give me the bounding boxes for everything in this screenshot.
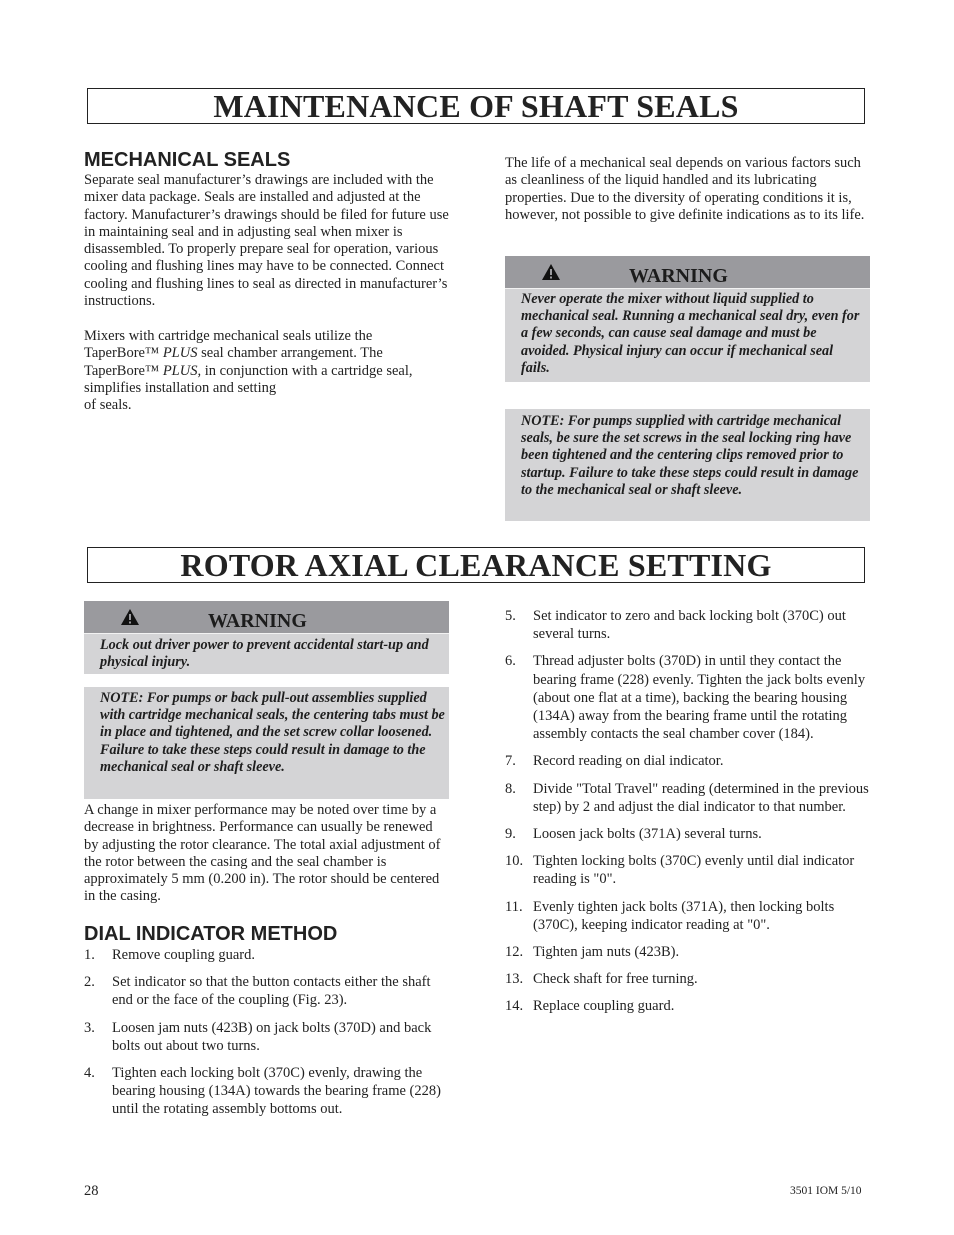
step-text: Divide "Total Travel" reading (determined in the previous step) by 2 and adjust the dial indicator to that number. (533, 780, 869, 815)
step-number: 8. (505, 780, 516, 797)
step-item (505, 607, 875, 643)
steps-list-right (505, 607, 875, 1025)
mechanical-seals-heading: MECHANICAL SEALS (84, 149, 291, 171)
step-item (505, 852, 875, 888)
step-text: Tighten jam nuts (423B). (533, 944, 680, 961)
step-text: Loosen jam nuts (423B) on jack bolts (370D) and back bolts out about two turns. (112, 1019, 432, 1054)
step-text: Check shaft for free turning. (533, 971, 698, 988)
step-text: Set indicator so that the button contacts either the shaft end or the face of the coupling (Fig. 23). (112, 974, 431, 1009)
text-run: in conjunction with a cartridge seal, simplifies installation and setting (84, 362, 413, 396)
note-box (84, 687, 449, 799)
step-number: 14. (505, 998, 524, 1015)
step-item (505, 652, 875, 743)
step-text: Tighten locking bolts (370C) evenly until dial indicator reading is "0". (533, 853, 855, 888)
step-item (505, 970, 875, 988)
section-title: ROTOR AXIAL CLEARANCE SETTING (180, 546, 772, 583)
plus-italic: PLUS, (162, 362, 202, 379)
step-text: Replace coupling guard. (533, 998, 675, 1015)
step-text: Evenly tighten jack bolts (371A), then locking bolts (370C), keeping indicator reading at "0". (533, 898, 835, 933)
note-box (505, 409, 870, 521)
plus-italic: PLUS (162, 345, 198, 362)
step-text: Set indicator to zero and back locking bolt (370C) out several turns. (533, 608, 846, 643)
step-number: 5. (505, 608, 516, 624)
warning-title: WARNING (629, 265, 728, 287)
text-run: seal chamber arrangement. The TaperBore™ (84, 345, 383, 379)
taperbore-paragraph (84, 328, 449, 414)
mechanical-seals-paragraph: Separate seal manufacturer’s drawings are included with the mixer data package. Seals are installed and adjusted at the factory. Manufacturer’s drawings should be filed for future use in maintaining seal and in adjusting seal when mixer is disassembled. To properly prepare seal for operation, various cooling and flushing lines may have to be connected. Connect cooling and flushing lines to seal as directed in manufacturer’s instructions. (84, 172, 449, 310)
step-number: 2. (84, 974, 95, 991)
warning-box (84, 601, 449, 674)
note-text: NOTE: For pumps or back pull-out assemblies supplied with cartridge mechanical seals, the centering tabs must be in place and tightened, and the set screw collar loosened. Failure to take these steps could result in damage to the mechanical seal or shaft sleeve. (100, 690, 445, 775)
step-item (505, 752, 875, 770)
step-item (84, 1019, 449, 1055)
warning-box (505, 256, 870, 382)
dial-indicator-heading: DIAL INDICATOR METHOD (84, 923, 338, 945)
note-text: NOTE: For pumps supplied with cartridge mechanical seals, be sure the set screws in the seal locking ring have been tightened and the centering clips removed prior to startup. Failure to take these steps could result in damage to the mechanical seal or shaft sleeve. (521, 413, 859, 498)
step-number: 7. (505, 753, 516, 770)
step-number: 6. (505, 653, 516, 670)
section-title-box (87, 547, 865, 583)
step-number: 9. (505, 826, 516, 843)
step-text: Tighten each locking bolt (370C) evenly, drawing the bearing housing (134A) towards the bearing frame (228) until the rotating assembly bottoms out. (112, 1065, 441, 1118)
warning-triangle-icon (120, 608, 140, 626)
step-number: 11. (505, 898, 523, 915)
step-number: 10. (505, 853, 524, 870)
section-title-box (87, 88, 865, 124)
step-item (505, 997, 875, 1015)
warning-text: Lock out driver power to prevent accidental start-up and physical injury. (100, 637, 429, 671)
step-text: Record reading on dial indicator. (533, 753, 724, 770)
step-item (505, 898, 875, 934)
page-number: 28 (84, 1183, 99, 1199)
step-text: Loosen jack bolts (371A) several turns. (533, 826, 762, 843)
step-number: 4. (84, 1065, 95, 1082)
seal-life-paragraph: The life of a mechanical seal depends on various factors such as cleanliness of the liquid handled and its lubricating properties. Due to the diversity of operating conditions it is, however, not possible to give definite indications as to its life. (505, 155, 865, 223)
step-item (84, 973, 449, 1009)
step-item (505, 825, 875, 843)
warning-header (84, 601, 449, 634)
warning-title: WARNING (208, 610, 307, 632)
text-run: of seals. (84, 397, 132, 414)
document-code: 3501 IOM 5/10 (790, 1185, 862, 1197)
steps-list-left (84, 946, 449, 1128)
warning-header (505, 256, 870, 289)
section-title: MAINTENANCE OF SHAFT SEALS (213, 87, 739, 124)
text-run: Mixers with cartridge mechanical seals utilize the TaperBore™ (84, 328, 373, 362)
step-text: Thread adjuster bolts (370D) in until they contact the bearing frame (228) evenly. Tighten the jack bolts evenly (about one flat at a time), backing the bearing housing (134A) away from the bearing frame until the rotating assembly contacts the seal chamber cover (184). (533, 653, 866, 743)
warning-triangle-icon (541, 263, 561, 281)
rotor-intro-paragraph: A change in mixer performance may be noted over time by a decrease in brightness. Performance can usually be renewed by adjusting the rotor clearance. The total axial adjustment of the rotor between the casing and the seal chamber is approximately 5 mm (0.200 in). The rotor should be centered in the casing. (84, 802, 441, 905)
step-number: 13. (505, 971, 524, 988)
step-number: 12. (505, 944, 524, 961)
step-item (84, 946, 449, 964)
warning-text: Never operate the mixer without liquid supplied to mechanical seal. Running a mechanical seal dry, even for a few seconds, can cause seal damage and must be avoided. Physical injury can occur if mechanical seal fails. (521, 291, 860, 376)
step-item (505, 780, 875, 816)
step-item (505, 943, 875, 961)
step-number: 1. (84, 947, 95, 963)
step-item (84, 1064, 449, 1119)
step-text: Remove coupling guard. (112, 947, 255, 963)
step-number: 3. (84, 1019, 95, 1036)
